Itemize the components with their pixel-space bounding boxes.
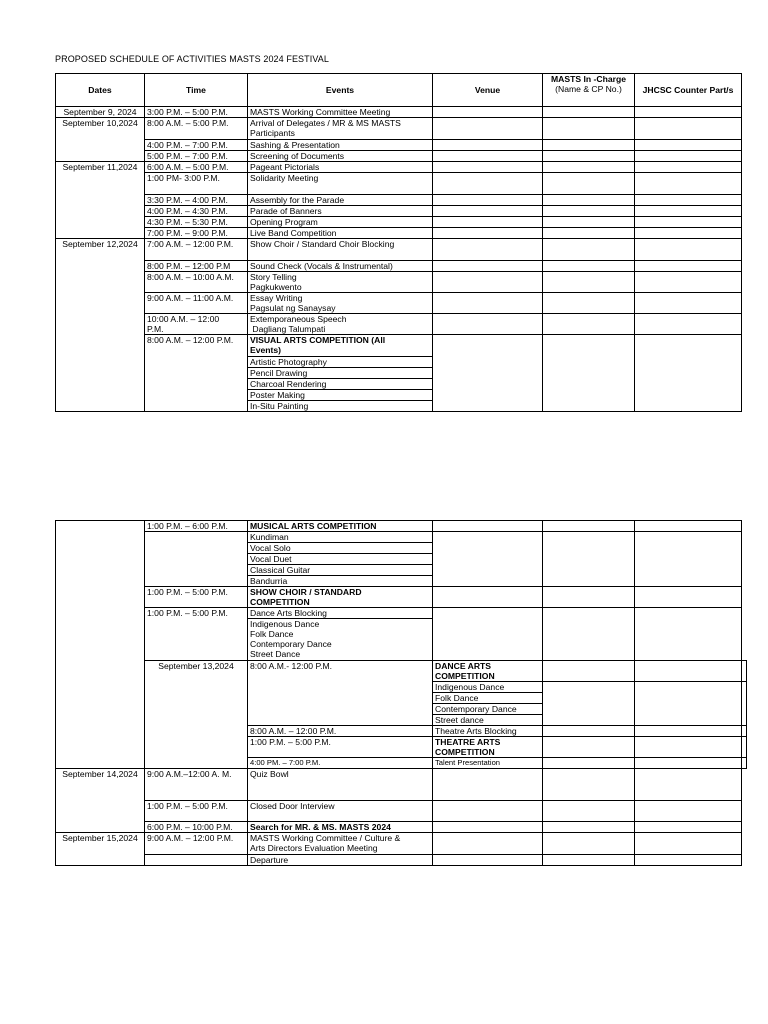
incharge-cell [543,162,635,173]
incharge-cell [543,587,635,608]
time-cell: 1:00 P.M. – 5:00 P.M. [145,587,248,608]
counterpart-cell [635,293,742,314]
table-row [56,151,742,162]
time-cell: 4:00 P.M. – 4:30 P.M. [145,206,248,217]
schedule-table-1 [55,73,742,412]
counterpart-cell [635,173,742,195]
venue-cell [543,682,635,726]
counterpart-cell [635,822,742,833]
event-cell: Bandurria [248,576,433,587]
time-cell: 4:00 PM. – 7:00 P.M. [248,758,433,769]
venue-cell [433,206,543,217]
event-cell: Artistic Photography [248,357,433,368]
counterpart-cell [635,801,742,822]
incharge-cell [635,737,742,758]
time-cell: 1:00 P.M. – 5:00 P.M. [145,801,248,822]
time-cell: 4:00 P.M. – 7:00 P.M. [145,140,248,151]
incharge-cell [543,608,635,661]
venue-cell [433,833,543,855]
table-row [56,314,742,335]
time-cell: 3:00 P.M. – 5:00 P.M. [145,107,248,118]
incharge-cell [543,272,635,293]
event-text: Participants [250,128,295,138]
time-cell: 8:00 P.M. – 12:00 P.M [145,261,248,272]
event-cell: Departure [248,855,433,866]
venue-cell [433,261,543,272]
event-text: Events) [250,345,282,355]
header-incharge [543,74,635,107]
event-text: Dagliang Talumpati [250,324,326,334]
event-cell: Show Choir / Standard Choir Blocking [248,239,433,261]
counterpart-cell [635,587,742,608]
event-text: Contemporary Dance [250,639,332,649]
venue-cell [543,726,635,737]
venue-cell [433,335,543,412]
counterpart-cell [742,758,747,769]
incharge-cell [543,118,635,140]
counterpart-cell [635,195,742,206]
time-cell [145,314,248,335]
event-text: MASTS Working Committee / Culture & [250,833,401,843]
time-cell: 8:00 A.M.- 12:00 P.M. [248,661,433,726]
counterpart-cell [635,833,742,855]
time-text: 10:00 A.M. – 12:00 [147,314,220,324]
venue-cell [433,217,543,228]
incharge-cell [543,521,635,532]
header-row [56,74,742,107]
event-cell: Parade of Banners [248,206,433,217]
event-text: Pagkukwento [250,282,302,292]
date-cell [56,521,145,769]
event-cell [248,587,433,608]
incharge-cell [543,261,635,272]
header-counterpart: JHCSC Counter Part/s [635,74,742,107]
event-cell: DANCE ARTS COMPETITION [433,661,543,682]
venue-cell [543,758,635,769]
venue-cell [433,239,543,261]
table-row [56,335,742,357]
venue-cell [433,151,543,162]
table-row [56,293,742,314]
event-text: Folk Dance [250,629,294,639]
incharge-cell [543,801,635,822]
venue-cell [433,855,543,866]
incharge-cell [543,314,635,335]
event-cell: Opening Program [248,217,433,228]
date-cell: September 10,2024 [56,118,145,162]
counterpart-cell [635,521,742,532]
counterpart-cell [635,314,742,335]
header-venue: Venue [433,74,543,107]
time-cell: 8:00 A.M. – 12:00 P.M. [145,335,248,412]
counterpart-cell [635,239,742,261]
counterpart-cell [635,608,742,661]
event-text: Street Dance [250,649,301,659]
incharge-cell [543,855,635,866]
event-cell: In-Situ Painting [248,401,433,412]
incharge-cell [635,726,742,737]
event-cell: Assembly for the Parade [248,195,433,206]
counterpart-cell [742,737,747,758]
time-cell [145,532,248,587]
time-cell: 8:00 A.M. – 5:00 P.M. [145,118,248,140]
event-cell: THEATRE ARTS COMPETITION [433,737,543,758]
venue-cell [433,293,543,314]
header-incharge-line1: MASTS In -Charge [551,74,626,84]
event-cell: Vocal Duet [248,554,433,565]
event-cell: Quiz Bowl [248,769,433,801]
date-cell: September 13,2024 [145,661,248,769]
table-row [56,521,747,532]
incharge-cell [543,335,635,412]
venue-cell [543,737,635,758]
counterpart-cell [635,151,742,162]
table-row [56,608,747,619]
event-cell [248,272,433,293]
table-row [56,801,747,822]
incharge-cell [543,833,635,855]
event-text: Story Telling [250,272,297,282]
event-cell: Search for MR. & MS. MASTS 2024 [248,822,433,833]
venue-cell [433,587,543,608]
table-row [56,173,742,195]
event-text: Arts Directors Evaluation Meeting [250,843,378,853]
event-cell [248,833,433,855]
table-row [56,162,742,173]
incharge-cell [635,682,742,726]
counterpart-cell [635,261,742,272]
counterpart-cell [635,107,742,118]
event-cell [248,335,433,357]
incharge-cell [635,661,742,682]
counterpart-cell [742,661,747,682]
venue-cell [433,608,543,661]
event-text: VISUAL ARTS COMPETITION (All [250,335,386,345]
table-row [56,661,747,682]
event-text: Extemporaneous Speech [250,314,347,324]
table-row [56,228,742,239]
counterpart-cell [742,682,747,726]
event-cell: Screening of Documents [248,151,433,162]
event-cell [248,118,433,140]
time-cell: 1:00 P.M. – 6:00 P.M. [145,521,248,532]
time-cell: 3:30 P.M. – 4:00 P.M. [145,195,248,206]
counterpart-cell [635,855,742,866]
event-cell: Indigenous Dance [433,682,543,693]
venue-cell [433,162,543,173]
incharge-cell [543,107,635,118]
date-cell: September 14,2024 [56,769,145,833]
table-row [56,140,742,151]
time-cell: 6:00 P.M. – 10:00 P.M. [145,822,248,833]
header-events: Events [248,74,433,107]
event-cell: Closed Door Interview [248,801,433,822]
event-text: SHOW CHOIR / STANDARD [250,587,362,597]
table-row [56,587,747,608]
incharge-cell [543,151,635,162]
incharge-cell [543,228,635,239]
event-cell: Sashing & Presentation [248,140,433,151]
event-cell: Dance Arts Blocking [248,608,433,619]
event-cell: Vocal Solo [248,543,433,554]
counterpart-cell [635,118,742,140]
event-cell [248,619,433,661]
event-text: Essay Writing [250,293,303,303]
time-cell: 9:00 A.M. – 12:00 P.M. [145,833,248,855]
time-cell: 7:00 A.M. – 12:00 P.M. [145,239,248,261]
event-cell [248,293,433,314]
time-cell: 1:00 PM- 3:00 P.M. [145,173,248,195]
table-row [56,239,742,261]
header-time: Time [145,74,248,107]
event-cell: Contemporary Dance [433,704,543,715]
event-text: Arrival of Delegates / MR & MS MASTS [250,118,401,128]
event-cell: Pencil Drawing [248,368,433,379]
table-row [56,217,742,228]
event-cell: Theatre Arts Blocking [433,726,543,737]
incharge-cell [543,140,635,151]
time-cell: 1:00 P.M. – 5:00 P.M. [145,608,248,661]
time-cell [145,855,248,866]
time-cell: 8:00 A.M. – 10:00 A.M. [145,272,248,293]
time-cell: 4:30 P.M. – 5:30 P.M. [145,217,248,228]
venue-cell [433,173,543,195]
incharge-cell [543,239,635,261]
incharge-cell [543,195,635,206]
header-incharge-line2: (Name & CP No.) [555,84,622,94]
counterpart-cell [635,140,742,151]
event-text: Indigenous Dance [250,619,320,629]
incharge-cell [543,769,635,801]
venue-cell [433,822,543,833]
event-cell [248,314,433,335]
header-dates: Dates [56,74,145,107]
time-cell: 7:00 P.M. – 9:00 P.M. [145,228,248,239]
event-cell: Kundiman [248,532,433,543]
venue-cell [543,661,635,682]
counterpart-cell [635,335,742,412]
table-row [56,822,747,833]
venue-cell [433,272,543,293]
table-row [56,206,742,217]
date-cell: September 12,2024 [56,239,145,412]
table-row [56,855,747,866]
venue-cell [433,314,543,335]
venue-cell [433,118,543,140]
table-row [56,107,742,118]
date-cell: September 11,2024 [56,162,145,239]
incharge-cell [543,822,635,833]
date-cell: September 15,2024 [56,833,145,866]
incharge-cell [543,206,635,217]
table-row [56,769,747,801]
venue-cell [433,228,543,239]
event-cell: Folk Dance [433,693,543,704]
time-cell: 8:00 A.M. – 12:00 P.M. [248,726,433,737]
counterpart-cell [635,217,742,228]
incharge-cell [635,758,742,769]
table-row [56,532,747,543]
event-cell: Talent Presentation [433,758,543,769]
date-cell: September 9, 2024 [56,107,145,118]
event-cell: Charcoal Rendering [248,379,433,390]
time-cell: 9:00 A.M.–12:00 A. M. [145,769,248,801]
table-row [56,195,742,206]
time-cell: 6:00 A.M. – 5:00 P.M. [145,162,248,173]
event-cell: Solidarity Meeting [248,173,433,195]
table-row [56,272,742,293]
event-text: COMPETITION [250,597,310,607]
time-cell: 5:00 P.M. – 7:00 P.M. [145,151,248,162]
counterpart-cell [635,162,742,173]
time-cell: 9:00 A.M. – 11:00 A.M. [145,293,248,314]
venue-cell [433,769,543,801]
time-text: P.M. [147,324,164,334]
counterpart-cell [635,532,742,587]
counterpart-cell [635,228,742,239]
schedule-table-2 [55,520,747,866]
table-row [56,118,742,140]
table-row [56,833,747,855]
venue-cell [433,521,543,532]
event-cell: Pageant Pictorials [248,162,433,173]
event-cell: MUSICAL ARTS COMPETITION [248,521,433,532]
event-cell: Poster Making [248,390,433,401]
page-title: PROPOSED SCHEDULE OF ACTIVITIES MASTS 2024 FESTIVAL [55,54,330,64]
incharge-cell [543,217,635,228]
event-text: Pagsulat ng Sanaysay [250,303,336,313]
counterpart-cell [635,206,742,217]
time-cell: 1:00 P.M. – 5:00 P.M. [248,737,433,758]
venue-cell [433,195,543,206]
counterpart-cell [742,726,747,737]
incharge-cell [543,293,635,314]
incharge-cell [543,173,635,195]
event-cell: Street dance [433,715,543,726]
counterpart-cell [635,769,742,801]
event-cell: MASTS Working Committee Meeting [248,107,433,118]
incharge-cell [543,532,635,587]
venue-cell [433,140,543,151]
event-cell: Sound Check (Vocals & Instrumental) [248,261,433,272]
event-cell: Classical Guitar [248,565,433,576]
venue-cell [433,801,543,822]
event-cell: Live Band Competition [248,228,433,239]
table-row [56,261,742,272]
venue-cell [433,532,543,587]
venue-cell [433,107,543,118]
counterpart-cell [635,272,742,293]
